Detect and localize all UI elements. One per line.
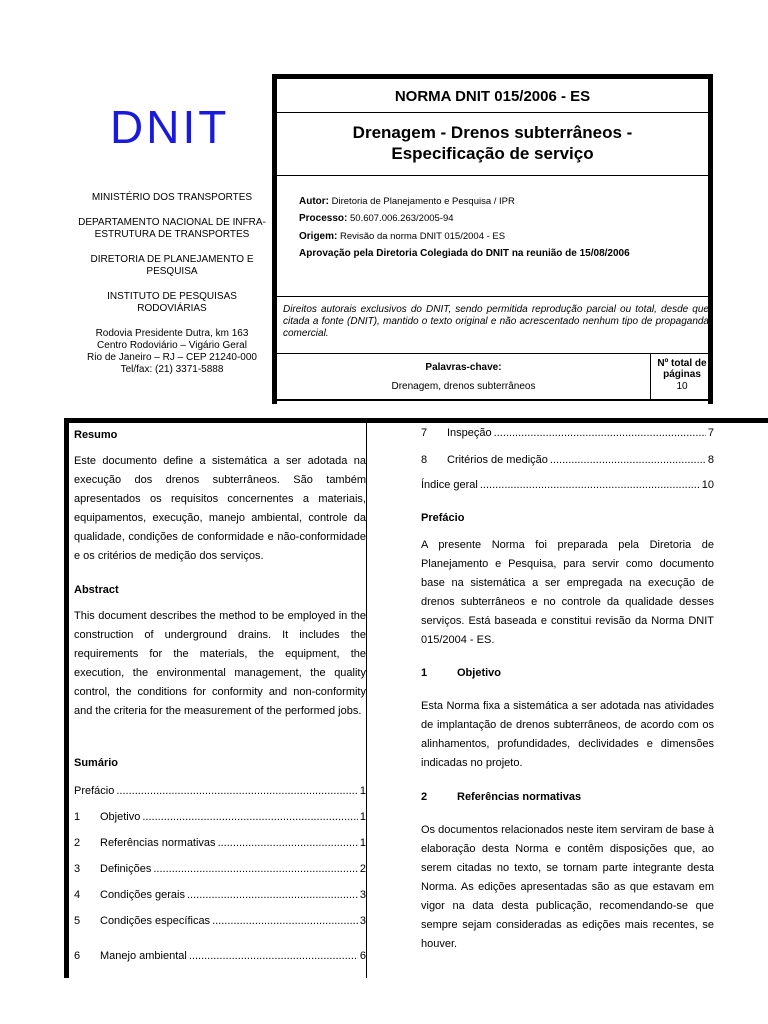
department-line-2: ESTRUTURA DE TRANSPORTES [94, 229, 250, 240]
toc-leader [116, 785, 358, 797]
header-box-bottom-border [272, 399, 713, 401]
divider [277, 175, 708, 176]
toc-leader [153, 863, 358, 875]
toc-entry[interactable] [74, 863, 366, 875]
pages-label [652, 358, 712, 380]
ministry-name: MINISTÉRIO DOS TRANSPORTES [91, 192, 253, 203]
processo-label: Processo: [299, 213, 348, 224]
toc-label: Prefácio [74, 785, 115, 797]
processo-line [299, 213, 454, 224]
toc-entry[interactable] [74, 915, 366, 927]
toc-leader [187, 889, 358, 901]
toc-entry[interactable] [421, 454, 714, 466]
keywords-value: Drenagem, drenos subterrâneos [391, 381, 536, 392]
toc-leader [212, 915, 358, 927]
toc-page: 2 [359, 863, 366, 875]
section-1-text: Esta Norma fixa a sistemática a ser adotada nas atividades de implantação de drenos subterrâneos, de acordo com os alinhamentos, profundidades, declividades e dimensões indicadas no projeto. [421, 700, 714, 769]
abstract-heading: Abstract [74, 584, 119, 596]
autor-value: Diretoria de Planejamento e Pesquisa / IPR [331, 196, 515, 207]
toc-label: Índice geral [421, 479, 478, 491]
institute-line-1: INSTITUTO DE PESQUISAS [107, 291, 237, 302]
toc-page: 1 [359, 837, 366, 849]
institute-name [72, 291, 272, 315]
toc-entry[interactable] [74, 811, 366, 823]
aprovacao-line [299, 248, 630, 259]
toc-entry[interactable] [74, 889, 366, 901]
resumo-heading: Resumo [74, 429, 118, 441]
toc-number: 8 [421, 454, 428, 466]
toc-entry[interactable] [74, 950, 366, 962]
section-2-text: Os documentos relacionados neste item serviram de base à elaboração desta Norma e contêm disposições que, ao serem citadas no texto, se tornam parte integrante desta Norma. As edições apresentadas são as que estavam em vigor na data desta publicação, recomendando-se que sempre sejam consideradas as edições mais recentes, se houver. [421, 824, 714, 950]
toc-page: 3 [359, 915, 366, 927]
section-2-title: Referências normativas [457, 791, 582, 803]
toc-entry[interactable] [74, 785, 366, 797]
toc-page: 8 [707, 454, 714, 466]
header-box-top-border [272, 74, 712, 79]
toc-number: 6 [74, 950, 81, 962]
directorate-name [72, 254, 272, 278]
toc-label: Condições gerais [100, 889, 185, 901]
aprovacao-text: Aprovação pela Diretoria Colegiada do DNIT na reunião de 15/08/2006 [299, 248, 630, 259]
dnit-logo: DNIT [110, 101, 230, 153]
section-2-number: 2 [421, 791, 428, 803]
toc-number: 4 [74, 889, 81, 901]
section-2-heading [421, 791, 581, 803]
toc-page: 6 [359, 950, 366, 962]
toc-leader [189, 950, 358, 962]
body-left-border [64, 418, 69, 978]
section-1-heading [421, 667, 501, 679]
directorate-line-1: DIRETORIA DE PLANEJAMENTO E [90, 254, 254, 265]
divider [277, 112, 708, 113]
origem-line [299, 231, 505, 242]
title-line-1: Drenagem - Drenos subterrâneos - [352, 123, 633, 142]
toc-leader [550, 454, 706, 466]
autor-line [299, 196, 515, 207]
prefacio-heading: Prefácio [421, 512, 465, 524]
directorate-line-2: PESQUISA [146, 266, 198, 277]
divider [650, 353, 651, 399]
keywords-label: Palavras-chave: [425, 362, 502, 373]
toc-label: Objetivo [100, 811, 141, 823]
section-1-number: 1 [421, 667, 428, 679]
toc-leader [218, 837, 358, 849]
autor-label: Autor: [299, 196, 329, 207]
address-line-2: Centro Rodoviário – Vigário Geral [97, 340, 247, 351]
resumo-text: Este documento define a sistemática a ser adotada na execução dos drenos subterrâneos. São também apresentados os requisitos concernentes a materiais, equipamentos, execução, manejo ambiental, controle da qualidade, condições de conformidade e não-conformidade e os critérios de medição dos serviços. [74, 455, 366, 562]
toc-page: 10 [701, 479, 714, 491]
norma-number: NORMA DNIT 015/2006 - ES [394, 88, 591, 105]
address-line-3: Rio de Janeiro – RJ – CEP 21240-000 [87, 352, 257, 363]
toc-entry[interactable] [421, 479, 714, 491]
toc-page: 1 [359, 785, 366, 797]
origem-label: Origem: [299, 231, 338, 242]
address-line-4: Tel/fax: (21) 3371-5888 [120, 364, 224, 375]
pages-count: 10 [676, 381, 688, 392]
address-block [72, 328, 272, 376]
pages-label-line-1: Nº total de [657, 358, 707, 369]
toc-label: Inspeção [447, 427, 492, 439]
body-top-border [64, 418, 768, 423]
toc-entry[interactable] [421, 427, 714, 439]
toc-page: 3 [359, 889, 366, 901]
toc-label: Critérios de medição [447, 454, 548, 466]
header-box-right-border [708, 74, 713, 404]
department-name [72, 217, 272, 241]
document-title [277, 122, 708, 164]
toc-page: 1 [359, 811, 366, 823]
toc-label: Referências normativas [100, 837, 216, 849]
toc-leader [480, 479, 700, 491]
prefacio-text: A presente Norma foi preparada pela Diretoria de Planejamento e Pesquisa, para servir como documento base na sistemática a ser empregada na execução de drenos subterrâneos e no controle da qualidade desses serviços. Está baseada e constitui revisão da Norma DNIT 015/2004 - ES. [421, 539, 714, 646]
toc-number: 3 [74, 863, 81, 875]
toc-label: Manejo ambiental [100, 950, 187, 962]
divider [277, 353, 708, 354]
toc-entry[interactable] [74, 837, 366, 849]
address-line-1: Rodovia Presidente Dutra, km 163 [95, 328, 249, 339]
institute-line-2: RODOVIÁRIAS [137, 303, 207, 314]
toc-page: 7 [707, 427, 714, 439]
toc-leader [494, 427, 706, 439]
toc-number: 5 [74, 915, 81, 927]
toc-leader [142, 811, 358, 823]
section-1-title: Objetivo [457, 667, 502, 679]
toc-number: 1 [74, 811, 81, 823]
pages-label-line-2: páginas [663, 369, 701, 380]
title-line-2: Especificação de serviço [391, 144, 594, 163]
toc-number: 2 [74, 837, 81, 849]
department-line-1: DEPARTAMENTO NACIONAL DE INFRA- [78, 217, 266, 228]
toc-number: 7 [421, 427, 428, 439]
divider [277, 296, 708, 297]
copyright-notice: Direitos autorais exclusivos do DNIT, sendo permitida reprodução parcial ou total, desde que citada a fonte (DNIT), mantido o texto original e não acrescentado nenhum tipo de propaganda comercial. [283, 304, 709, 339]
abstract-text: This document describes the method to be employed in the construction of underground drains. It includes the requirements for the materials, the equipment, the execution, the environmental management, the quality control, the conditions for conformity and non-conformity and the criteria for the measurement of the performed jobs. [74, 610, 366, 717]
toc-label: Definições [100, 863, 152, 875]
origem-value: Revisão da norma DNIT 015/2004 - ES [339, 231, 506, 242]
column-divider [366, 418, 367, 978]
sumario-heading: Sumário [74, 757, 119, 769]
toc-label: Condições específicas [100, 915, 211, 927]
processo-value: 50.607.006.263/2005-94 [350, 213, 454, 224]
